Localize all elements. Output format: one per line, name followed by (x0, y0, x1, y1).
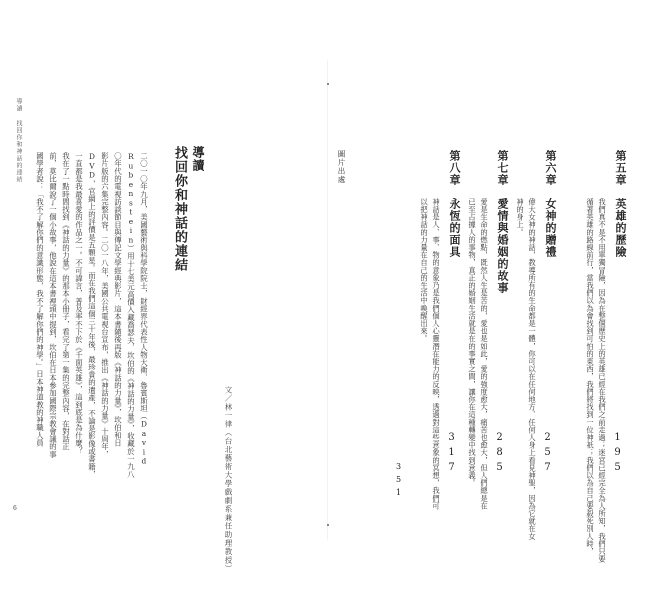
intro-author: 文／林一律（台北藝術大學戲劇系兼任助理教授） (224, 386, 233, 573)
chapter-8-page: 317 (446, 432, 457, 477)
intro-paragraph: 〇年代的電視訪談節目與傳記文學經典影片，這本書隨後再版《神話的力量》，坎伯和日 (113, 152, 123, 447)
chapter-8-desc: 以把神話的力量在自己的生活中喚醒出來。 (420, 198, 429, 343)
chapter-5-number: 第五章 (614, 150, 627, 186)
intro-paragraph: 前，莫比爾說了一個小故事，他說在這本書裡頭中提到，坎伯在日本參加國際宗教會議的事 (48, 152, 58, 458)
chapter-5-desc: 循著英雄的路線前行，當我們以為會找到可怕的東西，我們將找到一位神祇；我們以為自己要殺死別人時， (586, 198, 595, 556)
intro-label: 導讀 (191, 146, 205, 172)
chapter-7-desc: 已至占據人的事物，真正的婚姻生活就是在的事實之間，讓你在這種轉變中找到意義。 (468, 198, 477, 487)
chapter-5-title: 英雄的歷險 (614, 198, 627, 258)
page-number-left: 6 (13, 505, 17, 512)
intro-paragraph: 國學者說：「我不了解你們的意識形態，我不了解你們的神學。」日本神道教的神職人員 (35, 152, 45, 447)
intro-paragraph: Rubenstein）用十七美元高價入藏喬瑟夫．坎伯的《神話的力量》，收藏於一九八 (126, 152, 136, 478)
intro-title: 找回你和神話的連結 (172, 146, 187, 272)
chapter-6-title: 女神的贈禮 (544, 198, 557, 258)
page-fold (327, 60, 328, 540)
chapter-6-number: 第六章 (544, 150, 557, 186)
print-speck (327, 83, 329, 85)
intro-paragraph: 二〇一〇年九月，美國藝術與科學院院士，財經界代表性人物大衛．魯賓斯坦（David (139, 152, 149, 466)
intro-paragraph: DVD，官網上的評價是五顆星。而在我們這個三十年後，最珍貴的遺產，不論是影像或書籍， (87, 152, 97, 479)
intro-paragraph: 一直都是我最喜愛的作品之一。不可諱言，普及率不下於《千面英雄》，這到底是為什麼？ (74, 152, 84, 455)
chapter-7-desc: 愛是生命的燃點，既然人生是苦的，愛也是如此，愛的強度愈大，痛苦也愈大，但人們總是在 (480, 198, 489, 510)
chapter-5-desc: 我們真不是不用單獨冒險，因為在整個歷史上的英雄已經在我們之前走過；迷宮已經完全為人所知，我們只要 (598, 198, 607, 563)
chapter-7-title: 愛情與婚姻的故事 (496, 198, 509, 294)
chapter-8-desc: 神話是人、事、物的意象乃是我們個人心靈潛在能力的反映，透過對這些意象的冥想，我們可 (432, 198, 441, 510)
chapter-6-page: 257 (542, 432, 553, 477)
chapter-7-number: 第七章 (496, 150, 509, 186)
chapter-6-desc: 神的身上。 (516, 198, 525, 236)
credits-page: 351 (394, 462, 403, 501)
print-speck (327, 524, 329, 526)
running-header: 導讀 找回你和神話的連結 (15, 98, 22, 183)
chapter-7-page: 285 (494, 432, 505, 477)
chapter-6-desc: 偉大女神的神話，教導所有的生命都是一體，你可以在任何地方、任何人身上看見神聖，因為它就在女 (528, 198, 537, 540)
picture-credits: 圖片出處 (337, 150, 346, 184)
chapter-8-number: 第八章 (448, 150, 461, 186)
intro-paragraph: 影片版的六集完整內容。二〇一八年，美國公共電視台宣布，推出《神話的力量》十周年， (100, 152, 110, 458)
chapter-5-page: 195 (612, 432, 623, 477)
chapter-8-title: 永恆的面具 (448, 198, 461, 258)
intro-paragraph: 我在了一點時間找到《神話的力量》的那本小冊子，看完了第一集的完整內容，在對話正 (61, 152, 71, 451)
